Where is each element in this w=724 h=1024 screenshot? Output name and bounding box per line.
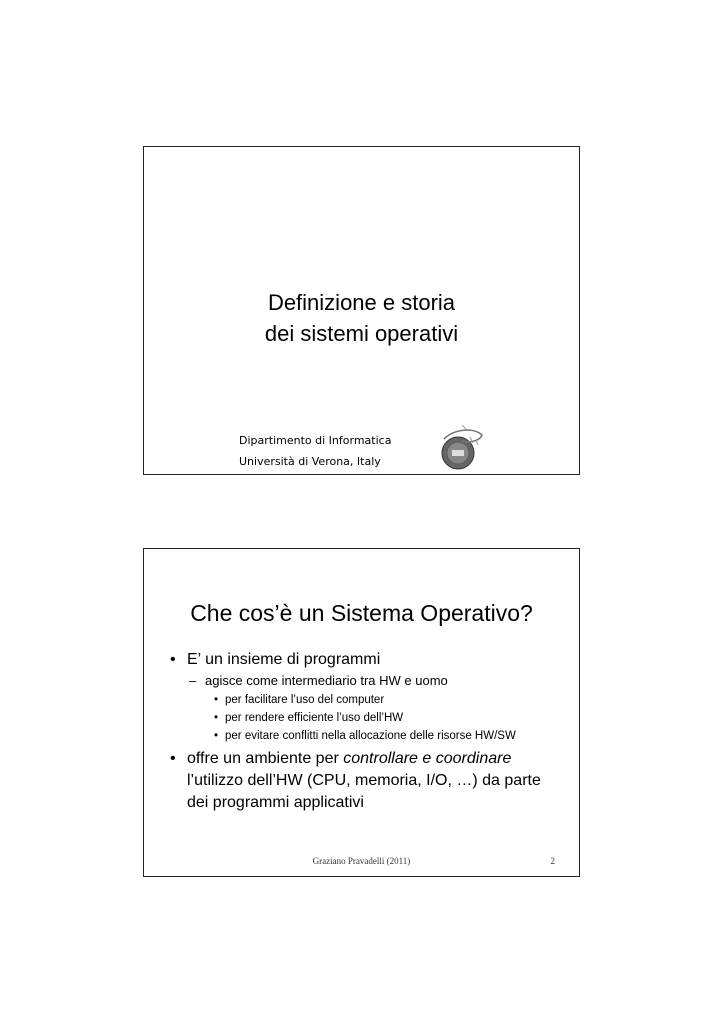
bullet-2-italic: controllare e coordinare [343,750,512,767]
dash-icon: – [189,673,197,688]
subsub-bullet-1-text: per facilitare l’uso del computer [225,694,385,706]
subsub-bullet-3-text: per evitare conflitti nella allocazione delle risorse HW/SW [225,730,516,742]
subsub-bullet-2-text: per rendere efficiente l’uso dell’HW [225,712,404,724]
bullet-2-suffix: l’utilizzo dell’HW (CPU, memoria, I/O, …) da parte dei programmi applicativi [187,772,541,811]
bullet-1 [170,649,565,671]
subsub-bullet-1 [170,693,565,708]
slide-2 [143,548,580,877]
department-name: Dipartimento di Informatica [239,434,392,447]
affiliation [239,430,391,472]
bullet-dot-icon: • [214,730,219,742]
bullet-2 [170,748,565,814]
slide-2-title: Che cos’è un Sistema Operativo? [190,600,533,626]
title-line-2: dei sistemi operativi [264,321,459,346]
footer-author: Graziano Pravadelli (2011) [312,856,411,866]
bullet-1-text: E’ un insieme di programmi [187,651,381,668]
university-name: Università di Verona, Italy [239,455,381,468]
slide-1 [143,146,580,475]
bullet-dot-icon: • [170,750,176,767]
slide-2-body [170,649,565,814]
subsub-bullet-3 [170,729,565,744]
bullet-dot-icon: • [214,694,219,706]
bullet-dot-icon: • [214,712,219,724]
bullet-2-prefix: offre un ambiente per [187,750,344,767]
bullet-dot-icon: • [170,651,176,668]
sub-bullet-1-text: agisce come intermediario tra HW e uomo [205,673,448,688]
slide-1-title [144,287,579,349]
page-number: 2 [550,856,555,866]
subsub-bullet-2 [170,711,565,726]
title-line-1: Definizione e storia [267,290,456,315]
university-seal-icon [440,421,486,473]
sub-bullet-1 [170,671,565,690]
